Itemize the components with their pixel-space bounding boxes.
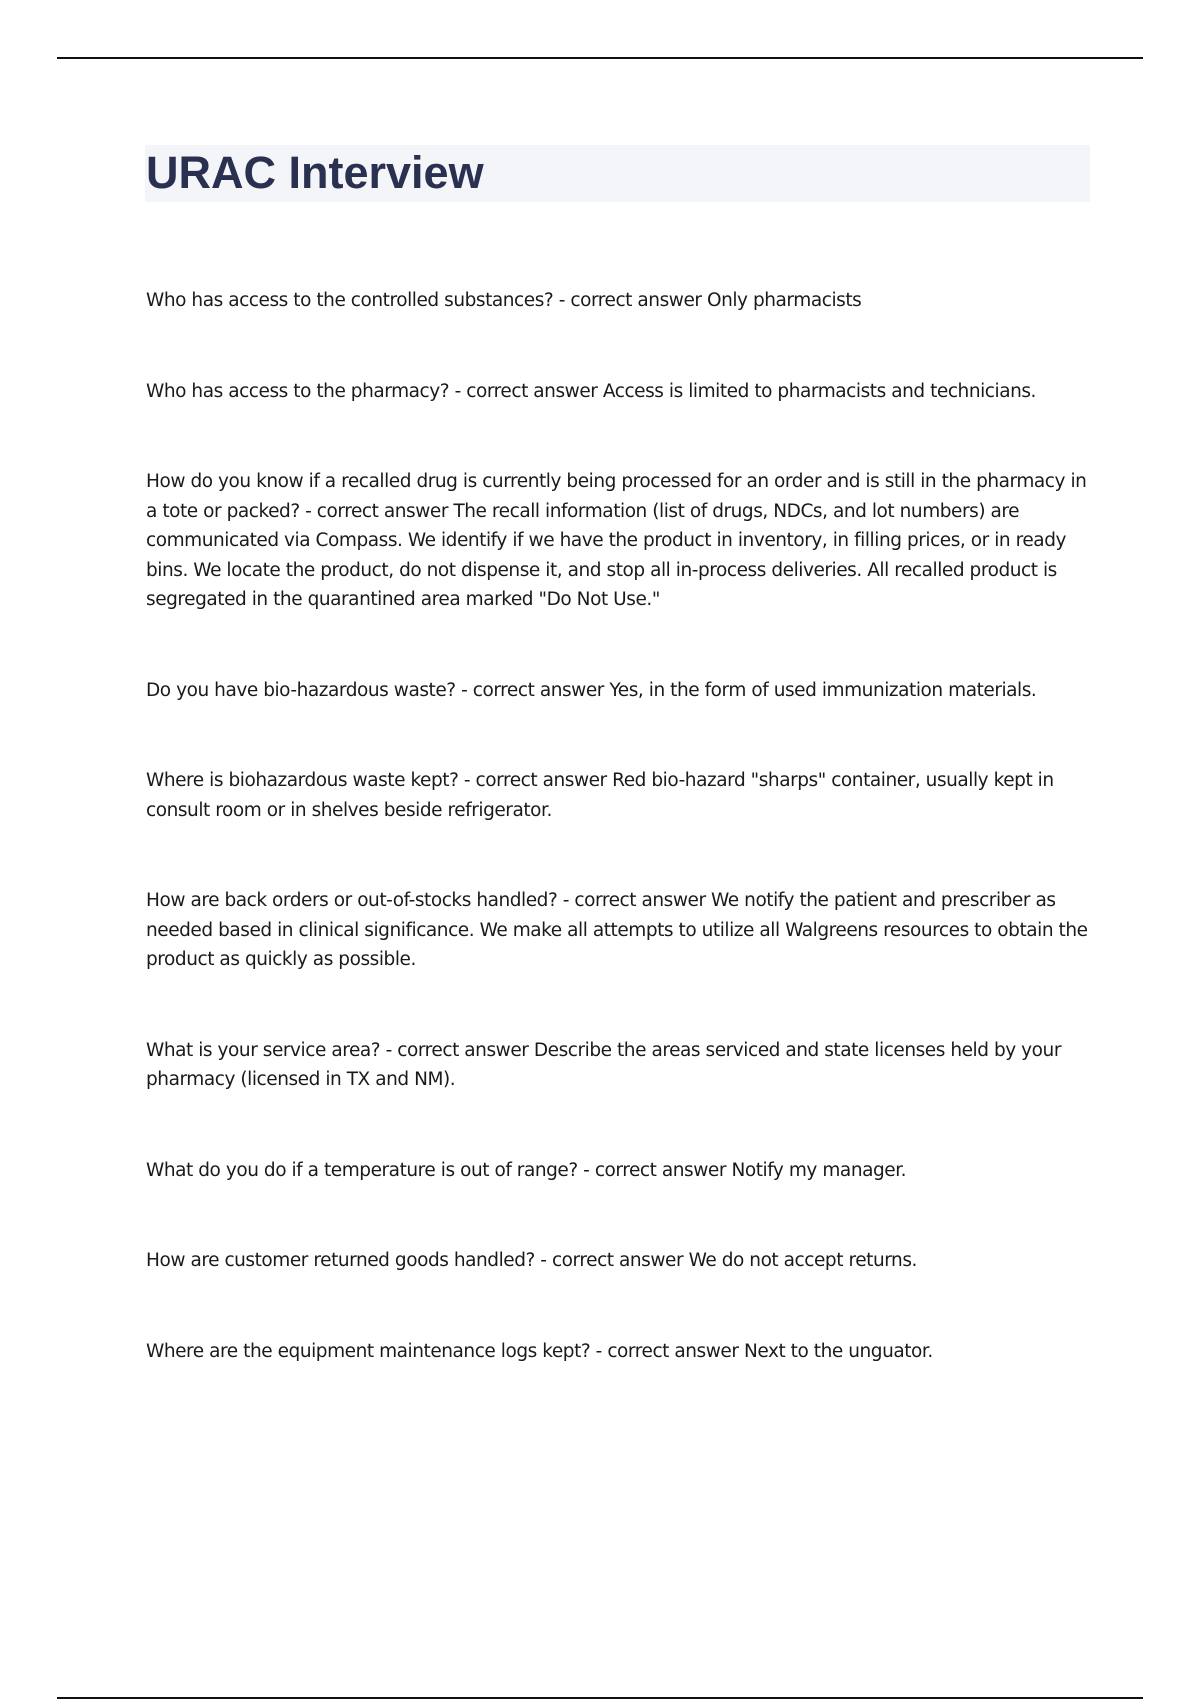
answer: Yes, in the form of used immunization materials. — [609, 679, 1037, 701]
answer: The recall information (list of drugs, NDCs, and lot numbers) are communicated via Compass. We identify if we have the product in inventory, in filling prices, or in ready bins. We locate the product, do not dispense it, and stop all in-process deliveries. All recalled product is segregated in the quarantined area marked "Do Not Use." — [146, 500, 1066, 610]
question: Who has access to the controlled substances? — [146, 290, 554, 311]
answer-separator: - correct answer — [553, 290, 707, 311]
qa-item — [146, 676, 1091, 706]
qa-item — [146, 467, 1091, 615]
document-title: URAC Interview — [146, 147, 484, 198]
question: How are back orders or out-of-stocks handled? — [146, 890, 558, 911]
answer: Access is limited to pharmacists and technicians. — [602, 380, 1036, 402]
answer-separator: - correct answer — [455, 679, 610, 701]
answer-separator: - correct answer — [590, 1340, 744, 1362]
question: Who has access to the pharmacy? — [146, 380, 450, 402]
question: How do you know if a recalled drug is currently being processed for an order and is still in the pharmacy in a tote or packed? — [146, 471, 1087, 522]
answer: Describe the areas serviced and state licenses held by your pharmacy (licensed in TX and NM). — [146, 1039, 1061, 1090]
qa-item — [146, 286, 1091, 316]
qa-item — [146, 1246, 1091, 1276]
qa-item — [146, 1036, 1091, 1095]
qa-item — [146, 766, 1091, 825]
answer-separator: - correct answer — [534, 1250, 689, 1271]
answer-separator: - correct answer — [380, 1039, 534, 1061]
question: How are customer returned goods handled? — [146, 1250, 535, 1271]
answer-separator: - correct answer — [557, 890, 712, 911]
bottom-rule — [57, 1697, 1143, 1699]
answer: Only pharmacists — [706, 290, 862, 311]
answer: Red bio-hazard "sharps" container, usually kept in consult room or in shelves beside refrigerator. — [146, 770, 1054, 821]
qa-item — [146, 1156, 1091, 1186]
qa-item — [146, 377, 1091, 407]
answer-separator: - correct answer — [458, 770, 613, 791]
qa-list — [146, 286, 1091, 1427]
answer-separator: - correct answer — [577, 1159, 732, 1181]
answer-separator: - correct answer — [299, 500, 454, 522]
answer: Next to the unguator. — [743, 1340, 933, 1362]
qa-item — [146, 886, 1091, 975]
qa-item — [146, 1337, 1091, 1367]
question: Where is biohazardous waste kept? — [146, 770, 459, 791]
answer-separator: - correct answer — [449, 380, 603, 402]
answer: Notify my manager. — [731, 1159, 907, 1181]
question: What do you do if a temperature is out of range? — [146, 1159, 578, 1181]
answer: We do not accept returns. — [688, 1250, 917, 1271]
question: Do you have bio-hazardous waste? — [146, 679, 456, 701]
top-rule — [57, 57, 1143, 59]
answer: We notify the patient and prescriber as needed based in clinical significance. We make all attempts to utilize all Walgreens resources to obtain the product as quickly as possible. — [146, 890, 1088, 970]
question: What is your service area? — [146, 1039, 381, 1061]
question: Where are the equipment maintenance logs kept? — [146, 1340, 591, 1362]
